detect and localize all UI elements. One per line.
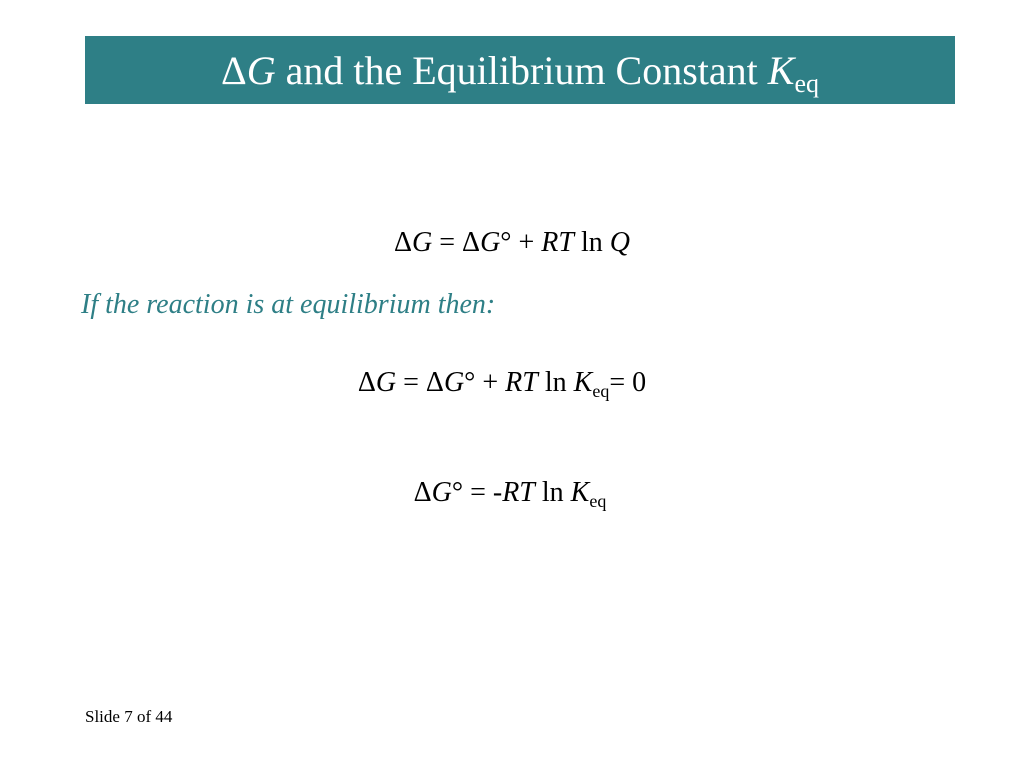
eq1-rt: RT xyxy=(541,227,574,258)
title-text: and the Equilibrium Constant xyxy=(275,48,768,93)
eq2-equals: = xyxy=(396,367,426,398)
eq2-k-subscript: eq xyxy=(592,381,610,401)
eq2-g2: G xyxy=(443,367,465,398)
eq1-g2: G xyxy=(480,227,501,258)
eq1-g1: G xyxy=(412,227,433,258)
eq2-degree-plus: ° + xyxy=(464,367,506,398)
eq3-delta: Δ xyxy=(413,477,432,508)
title-bar xyxy=(85,36,955,104)
eq1-delta2: Δ xyxy=(462,227,481,258)
eq2-k: K xyxy=(573,367,593,398)
eq1-delta1: Δ xyxy=(394,227,413,258)
eq1-q: Q xyxy=(609,227,630,258)
eq3-rt: RT xyxy=(502,477,535,508)
equation-general xyxy=(0,229,1024,257)
title-delta: Δ xyxy=(220,48,247,93)
title-k: K xyxy=(767,48,795,93)
slide-title xyxy=(220,48,820,98)
eq1-degree-plus: ° + xyxy=(500,227,542,258)
eq2-g1: G xyxy=(375,367,397,398)
equation-equilibrium xyxy=(0,367,1014,401)
eq3-ln: ln xyxy=(534,477,571,508)
eq2-tail: = 0 xyxy=(609,367,647,398)
eq3-k-subscript: eq xyxy=(589,491,607,511)
slide-number: Slide 7 of 44 xyxy=(85,707,173,726)
title-g: G xyxy=(246,48,276,93)
eq3-g: G xyxy=(431,477,452,508)
eq3-mid: ° = - xyxy=(451,477,503,508)
eq2-delta1: Δ xyxy=(357,367,376,398)
eq2-rt: RT xyxy=(505,367,538,398)
eq2-ln: ln xyxy=(537,367,574,398)
title-k-subscript: eq xyxy=(794,69,820,98)
eq3-k: K xyxy=(570,477,590,508)
equilibrium-statement: If the reaction is at equilibrium then: xyxy=(81,289,496,320)
eq2-delta2: Δ xyxy=(425,367,444,398)
eq1-equals: = xyxy=(432,227,463,258)
eq1-ln: ln xyxy=(573,227,610,258)
equation-standard-free-energy xyxy=(0,477,1022,511)
